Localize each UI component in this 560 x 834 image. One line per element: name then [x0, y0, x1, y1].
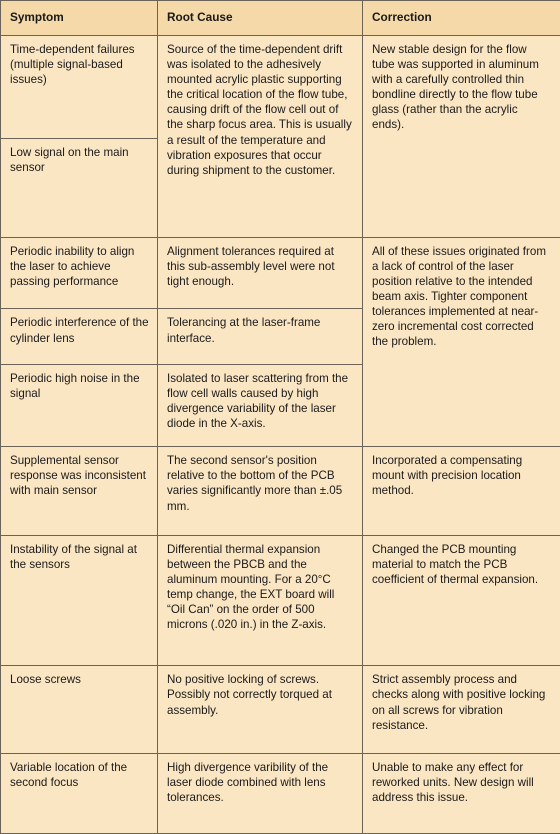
correction-cell: Incorporated a compensating mount with precision location method.	[363, 447, 560, 535]
root-cause-cell: Isolated to laser scattering from the flow cell walls caused by high divergence variability of the laser diode in the X-axis.	[158, 365, 363, 447]
correction-cell: All of these issues originated from a lack of control of the laser position relative to the intended beam axis. Tighter component tolerances implemented at near-zero incremental cost corrected the problem.	[363, 237, 560, 447]
symptom-cell: Supplemental sensor response was inconsistent with main sensor	[1, 447, 158, 535]
root-cause-cell: Source of the time-dependent drift was isolated to the adhesively mounted acrylic plastic supporting the critical location of the flow tube, causing drift of the flow cell out of the sharp focus area. This is usually a result of the temperature and vibration exposures that occur during shipment to the customer.	[158, 35, 363, 237]
correction-cell: Unable to make any effect for reworked units. New design will address this issue.	[363, 753, 560, 833]
header-correction: Correction	[363, 1, 560, 36]
root-cause-cell: The second sensor's position relative to the bottom of the PCB varies significantly more than ±.05 mm.	[158, 447, 363, 535]
symptom-cell: Periodic inability to align the laser to achieve passing performance	[1, 237, 158, 309]
header-row	[1, 1, 560, 36]
table-row	[1, 447, 560, 535]
correction-cell: New stable design for the flow tube was supported in aluminum with a carefully controlled thin bondline directly to the flow tube glass (rather than the acrylic ends).	[363, 35, 560, 237]
table-row	[1, 753, 560, 833]
root-cause-cell: Alignment tolerances required at this sub-assembly level were not tight enough.	[158, 237, 363, 309]
root-cause-cell: No positive locking of screws. Possibly not correctly torqued at assembly.	[158, 666, 363, 753]
symptom-cell: Time-dependent failures (multiple signal-based issues)	[1, 35, 158, 138]
table-row	[1, 666, 560, 753]
table-row	[1, 237, 560, 309]
root-cause-cell: Differential thermal expansion between the PBCB and the aluminum mounting. For a 20°C temp change, the EXT board will “Oil Can” on the order of 500 microns (.020 in.) in the Z-axis.	[158, 535, 363, 666]
symptom-cell: Instability of the signal at the sensors	[1, 535, 158, 666]
symptom-cell: Loose screws	[1, 666, 158, 753]
header-symptom: Symptom	[1, 1, 158, 36]
table-row	[1, 35, 560, 138]
correction-cell: Strict assembly process and checks along with positive locking on all screws for vibration resistance.	[363, 666, 560, 753]
symptom-cell: Periodic high noise in the signal	[1, 365, 158, 447]
root-cause-cell: Tolerancing at the laser-frame interface.	[158, 309, 363, 365]
symptom-cell: Low signal on the main sensor	[1, 138, 158, 237]
table-row	[1, 535, 560, 666]
correction-cell: Changed the PCB mounting material to match the PCB coefficient of thermal expansion.	[363, 535, 560, 666]
header-root-cause: Root Cause	[158, 1, 363, 36]
root-cause-cell: High divergence varibility of the laser diode combined with lens tolerances.	[158, 753, 363, 833]
symptom-cell: Periodic interference of the cylinder lens	[1, 309, 158, 365]
symptom-cell: Variable location of the second focus	[1, 753, 158, 833]
